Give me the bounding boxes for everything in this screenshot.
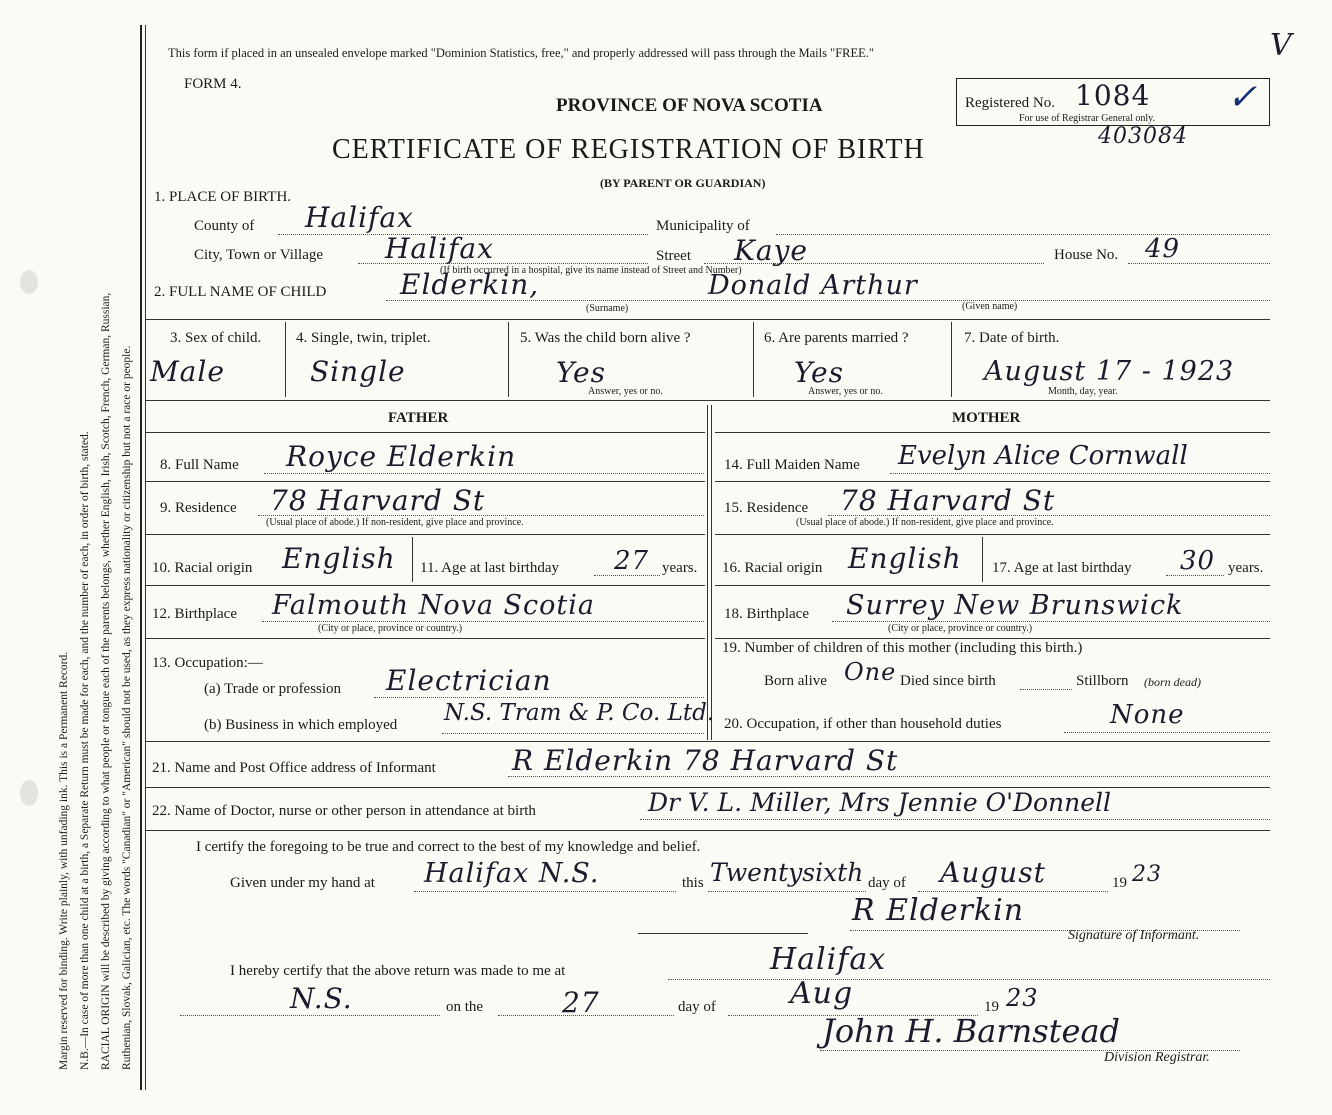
father-residence: 78 Harvard St xyxy=(270,484,486,517)
margin-note-4: Ruthenian, Slovak, Galician, etc. The words "Canadian" or "American" should not be used, as they express nationality or citizenship but not a race or people. xyxy=(121,345,133,1070)
form-number: FORM 4. xyxy=(184,76,242,92)
line xyxy=(832,621,1270,622)
father-residence-label: 9. Residence xyxy=(160,500,237,516)
registrar-signature-label: Division Registrar. xyxy=(1104,1050,1210,1065)
registrar-day: 27 xyxy=(562,986,600,1019)
registrar-place: Halifax xyxy=(770,942,887,977)
city-label: City, Town or Village xyxy=(194,247,324,263)
divider xyxy=(508,322,509,397)
certificate-subtitle: (BY PARENT OR GUARDIAN) xyxy=(600,176,766,190)
mother-race-label: 16. Racial origin xyxy=(722,560,823,576)
province-heading: PROVINCE OF NOVA SCOTIA xyxy=(556,95,823,116)
rule xyxy=(715,481,1270,482)
business-value: N.S. Tram & P. Co. Ltd. xyxy=(444,700,715,726)
mother-residence-label: 15. Residence xyxy=(724,500,809,516)
father-name-label: 8. Full Name xyxy=(160,457,239,473)
street-label: Street xyxy=(656,248,691,264)
father-age: 27 xyxy=(614,546,650,576)
mail-notice: This form if placed in an unsealed envelope marked "Dominion Statistics, free," and properly addressed will pass through the Mails "FREE." xyxy=(168,46,875,60)
given-name-note: (Given name) xyxy=(962,301,1018,312)
line xyxy=(668,979,1270,980)
rule xyxy=(145,481,705,482)
given-month: August xyxy=(940,856,1046,889)
line xyxy=(1064,732,1270,733)
doctor-label: 22. Name of Doctor, nurse or other person in attendance at birth xyxy=(152,803,536,819)
informant-signature-label: Signature of Informant. xyxy=(1068,928,1200,943)
registrar-month: Aug xyxy=(790,976,854,1011)
handwritten-number: 403084 xyxy=(1098,124,1188,149)
margin-rule xyxy=(140,25,142,1090)
stillborn-label: Stillborn xyxy=(1076,673,1129,689)
mother-name-label: 14. Full Maiden Name xyxy=(724,457,860,473)
mother-residence-note: (Usual place of abode.) If non-resident, give place and province. xyxy=(796,517,1054,528)
blue-check-icon: ✓ xyxy=(1227,77,1259,118)
rule xyxy=(145,534,705,535)
father-birthplace-label: 12. Birthplace xyxy=(152,606,237,622)
rule xyxy=(145,432,705,433)
rule xyxy=(145,638,705,639)
punch-hole-top xyxy=(20,270,38,294)
day-of-label: day of xyxy=(868,875,906,891)
plurality-label: 4. Single, twin, triplet. xyxy=(296,330,431,346)
rule xyxy=(715,638,1270,639)
mother-occupation: None xyxy=(1110,700,1185,730)
child-name-label: 2. FULL NAME OF CHILD xyxy=(154,284,327,300)
father-race-label: 10. Racial origin xyxy=(152,560,253,576)
city-value: Halifax xyxy=(385,232,494,265)
county-label: County of xyxy=(194,218,255,234)
line xyxy=(890,473,1270,474)
row3-bottom-rule xyxy=(145,400,1270,401)
municipality-label: Municipality of xyxy=(656,218,750,234)
doctor-value: Dr V. L. Miller, Mrs Jennie O'Donnell xyxy=(648,788,1112,817)
registrar-year-prefix: 19 xyxy=(984,999,999,1015)
father-heading: FATHER xyxy=(388,410,449,426)
line xyxy=(262,621,704,622)
registered-label: Registered No. xyxy=(965,95,1055,111)
binding-margin xyxy=(0,0,150,1115)
given-place: Halifax N.S. xyxy=(424,858,600,889)
check-mark: V xyxy=(1270,28,1293,63)
line xyxy=(640,819,1270,820)
child-surname: Elderkin, xyxy=(400,268,540,301)
mother-birthplace: Surrey New Brunswick xyxy=(846,590,1184,621)
margin-rule-inner xyxy=(145,25,146,1090)
informant-label: 21. Name and Post Office address of Informant xyxy=(152,760,436,776)
certify-statement: I certify the foregoing to be true and correct to the best of my knowledge and belief. xyxy=(196,839,701,855)
rule xyxy=(145,741,1270,742)
mother-birthplace-note: (City or place, province or country.) xyxy=(888,623,1033,634)
municipality-line xyxy=(776,234,1270,235)
margin-note-2: N.B.—In case of more than one child at a birth, a Separate Return must be made for each, and the number of each, in order of birth, stated. xyxy=(79,431,91,1070)
mother-name: Evelyn Alice Cornwall xyxy=(898,441,1188,471)
divider xyxy=(982,537,983,582)
line xyxy=(374,697,704,698)
sex-label: 3. Sex of child. xyxy=(170,330,262,346)
mother-heading: MOTHER xyxy=(952,410,1021,426)
divider xyxy=(753,322,754,397)
house-value: 49 xyxy=(1145,234,1181,264)
mother-residence: 78 Harvard St xyxy=(840,484,1056,517)
street-value: Kaye xyxy=(734,234,808,267)
rule xyxy=(145,830,1270,831)
row3-top-rule xyxy=(145,319,1270,320)
registrar-year-suffix: 23 xyxy=(1006,984,1039,1012)
registered-box xyxy=(956,78,1270,126)
column-divider xyxy=(707,405,708,740)
father-birthplace-note: (City or place, province or country.) xyxy=(318,623,463,634)
margin-note-1: Margin reserved for binding. Write plainly, with unfading ink. This is a Permanent Record. xyxy=(58,651,70,1070)
registrar-place-2: N.S. xyxy=(290,982,353,1015)
surname-note: (Surname) xyxy=(586,303,629,314)
margin-note-3: RACIAL ORIGIN will be described by giving according to what people or tongue each of the parents belongs, whether English, Irish, Scotch, French, German, Russian, xyxy=(100,292,112,1070)
column-divider-2 xyxy=(711,405,712,740)
line xyxy=(442,733,704,734)
informant-value: R Elderkin 78 Harvard St xyxy=(512,744,899,777)
mother-race: English xyxy=(848,542,962,575)
given-year-prefix: 19 xyxy=(1112,875,1127,891)
father-years: years. xyxy=(662,560,698,576)
informant-signature: R Elderkin xyxy=(852,893,1025,928)
birthdate-value: August 17 - 1923 xyxy=(984,356,1235,387)
mother-age-label: 17. Age at last birthday xyxy=(992,560,1132,576)
line xyxy=(1020,689,1072,690)
line xyxy=(264,473,704,474)
father-residence-note: (Usual place of abode.) If non-resident, give place and province. xyxy=(266,517,524,528)
born-alive-count-label: Born alive xyxy=(764,673,827,689)
registrar-note: For use of Registrar General only. xyxy=(1019,113,1155,124)
plurality-value: Single xyxy=(310,355,406,388)
birthdate-label: 7. Date of birth. xyxy=(964,330,1060,346)
trade-label: (a) Trade or profession xyxy=(204,681,342,697)
rule xyxy=(145,585,705,586)
registrar-day-of-label: day of xyxy=(678,999,716,1015)
line xyxy=(180,1015,440,1016)
county-value: Halifax xyxy=(305,201,414,234)
certificate-title: CERTIFICATE OF REGISTRATION OF BIRTH xyxy=(332,134,925,165)
rule xyxy=(715,534,1270,535)
married-label: 6. Are parents married ? xyxy=(764,330,909,346)
registrar-statement: I hereby certify that the above return was made to me at xyxy=(230,963,566,979)
mother-birthplace-label: 18. Birthplace xyxy=(724,606,809,622)
married-value: Yes xyxy=(794,356,844,389)
trade-value: Electrician xyxy=(386,664,552,697)
divider xyxy=(285,322,286,397)
occupation-label: 13. Occupation:— xyxy=(152,655,263,671)
mother-occupation-label: 20. Occupation, if other than household duties xyxy=(724,716,1002,732)
child-given-name: Donald Arthur xyxy=(708,270,918,301)
father-race: English xyxy=(282,542,396,575)
this-label: this xyxy=(682,875,704,891)
business-label: (b) Business in which employed xyxy=(204,717,398,733)
place-heading: 1. PLACE OF BIRTH. xyxy=(154,189,292,205)
born-alive-value: Yes xyxy=(556,356,606,389)
on-the-label: on the xyxy=(446,999,484,1015)
divider xyxy=(951,322,952,397)
registered-number: 1084 xyxy=(1075,79,1151,112)
punch-hole-bottom xyxy=(20,780,38,806)
divider xyxy=(412,537,413,582)
rule xyxy=(715,432,1270,433)
born-alive-label: 5. Was the child born alive ? xyxy=(520,330,691,346)
father-name: Royce Elderkin xyxy=(286,440,517,473)
house-label: House No. xyxy=(1054,247,1119,263)
hospital-note: (If birth occurred in a hospital, give its name instead of Street and Number) xyxy=(440,265,742,276)
line xyxy=(414,891,676,892)
died-label: Died since birth xyxy=(900,673,996,689)
mother-age: 30 xyxy=(1180,546,1216,576)
married-note: Answer, yes or no. xyxy=(808,386,883,397)
father-age-label: 11. Age at last birthday xyxy=(420,560,559,576)
rule xyxy=(715,585,1270,586)
born-alive-note: Answer, yes or no. xyxy=(588,386,663,397)
rule xyxy=(638,933,808,934)
stillborn-note: (born dead) xyxy=(1144,675,1201,689)
father-birthplace: Falmouth Nova Scotia xyxy=(272,590,595,621)
line xyxy=(918,891,1108,892)
line xyxy=(708,891,866,892)
born-alive-count: One xyxy=(844,658,897,686)
given-day: Twentysixth xyxy=(710,858,864,887)
birthdate-note: Month, day, year. xyxy=(1048,386,1118,397)
children-label: 19. Number of children of this mother (including this birth.) xyxy=(722,640,1083,656)
given-year-suffix: 23 xyxy=(1132,862,1162,887)
mother-years: years. xyxy=(1228,560,1264,576)
sex-value: Male xyxy=(150,355,225,388)
given-under-label: Given under my hand at xyxy=(230,875,375,891)
registrar-signature: John H. Barnstead xyxy=(822,1012,1121,1050)
